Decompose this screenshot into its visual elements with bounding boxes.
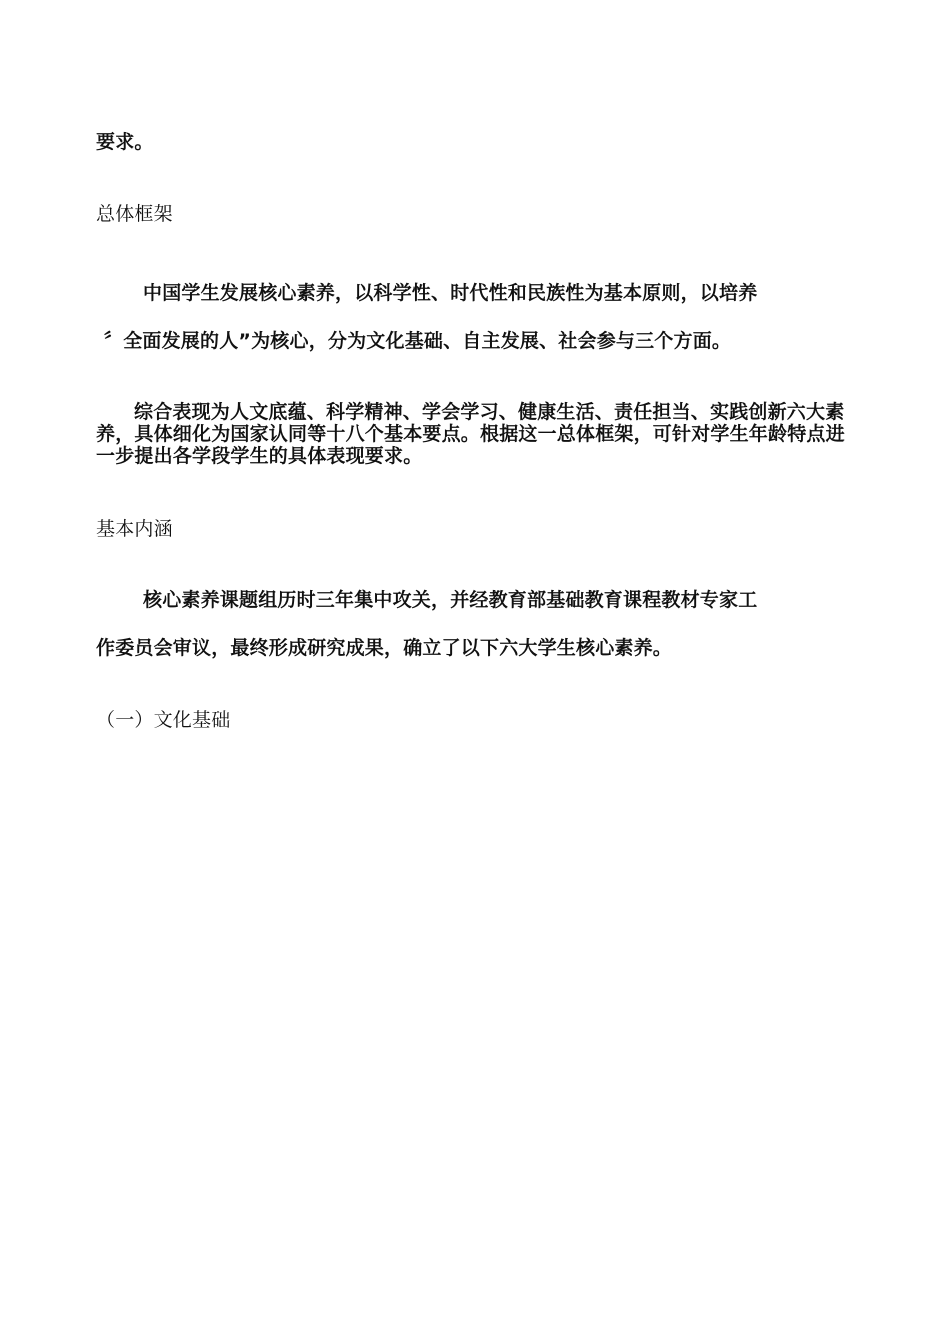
intro-tail-text: 要求。 [96,131,154,153]
basic-paragraph-1-line-2: 作委员会审议，最终形成研究成果，确立了以下六大学生核心素养。 [96,637,673,659]
overall-paragraph-2: 综合表现为人文底蕴、科学精神、学会学习、健康生活、责任担当、实践创新六大素养，具体细化为国家认同等十八个基本要点。根据这一总体框架，可针对学生年龄特点进一步提出各学段学生的具体表现要求。 [96,401,845,467]
overall-paragraph-1-line-2: 〞全面发展的人”为核心，分为文化基础、自主发展、社会参与三个方面。 [104,330,732,352]
subsection-heading-cultural-foundation: （一）文化基础 [96,709,231,731]
section-heading-basic: 基本内涵 [96,518,173,540]
overall-paragraph-1-line-1: 中国学生发展核心素养，以科学性、时代性和民族性为基本原则，以培养 [143,282,758,304]
section-heading-overall: 总体框架 [96,203,173,225]
basic-paragraph-1-line-1: 核心素养课题组历时三年集中攻关，并经教育部基础教育课程教材专家工 [143,589,758,611]
